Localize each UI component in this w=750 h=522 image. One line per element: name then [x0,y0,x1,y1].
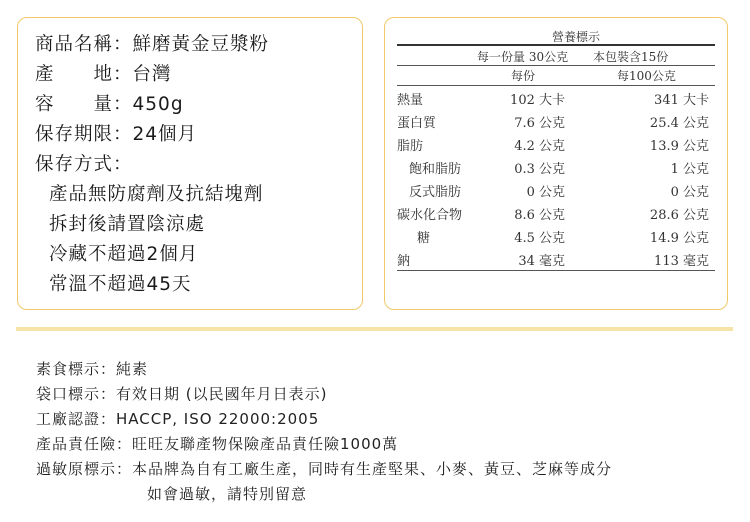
spec-name-value: 鮮磨黃金豆漿粉 [132,34,270,55]
spec-shelf-value: 24個月 [132,124,198,145]
spec-volume-label: 容 量： [35,94,133,115]
nutrient-name: 碳水化合物 [397,207,463,223]
nutrition-panel [384,17,728,310]
nutrient-per-serving: 8.6 公克 [514,207,565,223]
nutrient-per-100g: 113 毫克 [654,253,709,269]
spec-volume-value: 450g [132,94,184,115]
nutrition-table [397,28,715,271]
nutrient-per-serving: 0 公克 [526,184,565,200]
nutrient-per-100g: 1 公克 [670,161,709,177]
nutrient-per-100g: 25.4 公克 [649,115,709,131]
nutrition-row [397,86,715,109]
pouch-mark-label: 袋口標示：有效日期 (以民國年月日表示) [36,385,328,403]
nutrition-row [397,178,715,201]
vegetarian-label: 素食標示：純素 [36,360,149,378]
nutrient-name: 糖 [417,230,431,246]
nutrient-name: 熱量 [397,92,424,108]
nutrition-column-header [397,66,715,85]
storage-line: 冷藏不超過2個月 [49,244,199,265]
nutrient-name: 鈉 [397,253,411,269]
nutrient-name: 蛋白質 [397,115,437,131]
spec-shelf-label: 保存期限： [35,124,133,145]
nutrient-name: 反式脂肪 [409,184,462,200]
spec-volume [35,90,184,116]
allergen-label: 過敏原標示：本品牌為自有工廠生產，同時有生產堅果、小麥、黃豆、芝麻等成分 [36,460,613,478]
spec-shelf-life [35,120,197,146]
nutrient-per-serving: 34 毫克 [518,253,565,269]
nutrition-row [397,201,715,224]
col-per-serving: 每份 [511,68,536,83]
nutrient-per-100g: 28.6 公克 [649,207,709,223]
nutrient-per-100g: 341 大卡 [654,92,709,108]
allergen-label-continued: 如會過敏，請特別留意 [147,485,308,503]
nutrient-per-serving: 0.3 公克 [514,161,565,177]
col-per-100g: 每100公克 [617,68,676,83]
nutrient-per-serving: 4.2 公克 [514,138,565,154]
nutrition-row [397,109,715,132]
serving-size: 每一份量 30公克 [477,49,569,64]
nutrient-name: 脂肪 [397,138,424,154]
nutrition-row [397,224,715,247]
spec-name-label: 商品名稱： [35,34,133,55]
nutrition-serving-row [397,46,715,65]
nutrient-name: 飽和脂肪 [409,161,462,177]
nutrition-rows [397,86,715,271]
nutrition-row [397,132,715,155]
nutrition-rule [397,270,715,271]
spec-origin-value: 台灣 [132,64,172,85]
package-servings: 本包裝含15份 [593,49,669,64]
product-spec-panel [17,17,363,310]
nutrient-per-serving: 102 大卡 [510,92,565,108]
spec-storage-label: 保存方式： [35,154,133,175]
nutrition-title: 營養標示 [551,30,600,44]
nutrient-per-100g: 14.9 公克 [649,230,709,246]
storage-line: 產品無防腐劑及抗結塊劑 [49,184,264,205]
nutrient-per-serving: 7.6 公克 [514,115,565,131]
spec-origin-label: 產 地： [35,64,133,85]
insurance-label: 產品責任險：旺旺友聯產物保險產品責任險1000萬 [36,435,399,453]
storage-line: 常溫不超過45天 [49,274,192,295]
nutrition-row [397,155,715,178]
section-divider [16,327,733,331]
certification-label: 工廠認證：HACCP, ISO 22000:2005 [36,410,320,428]
nutrient-per-100g: 0 公克 [670,184,709,200]
nutrition-row [397,247,715,270]
nutrient-per-serving: 4.5 公克 [514,230,565,246]
spec-origin [35,60,172,86]
storage-line: 拆封後請置陰涼處 [49,214,206,235]
spec-name [35,30,269,56]
nutrient-per-100g: 13.9 公克 [649,138,709,154]
